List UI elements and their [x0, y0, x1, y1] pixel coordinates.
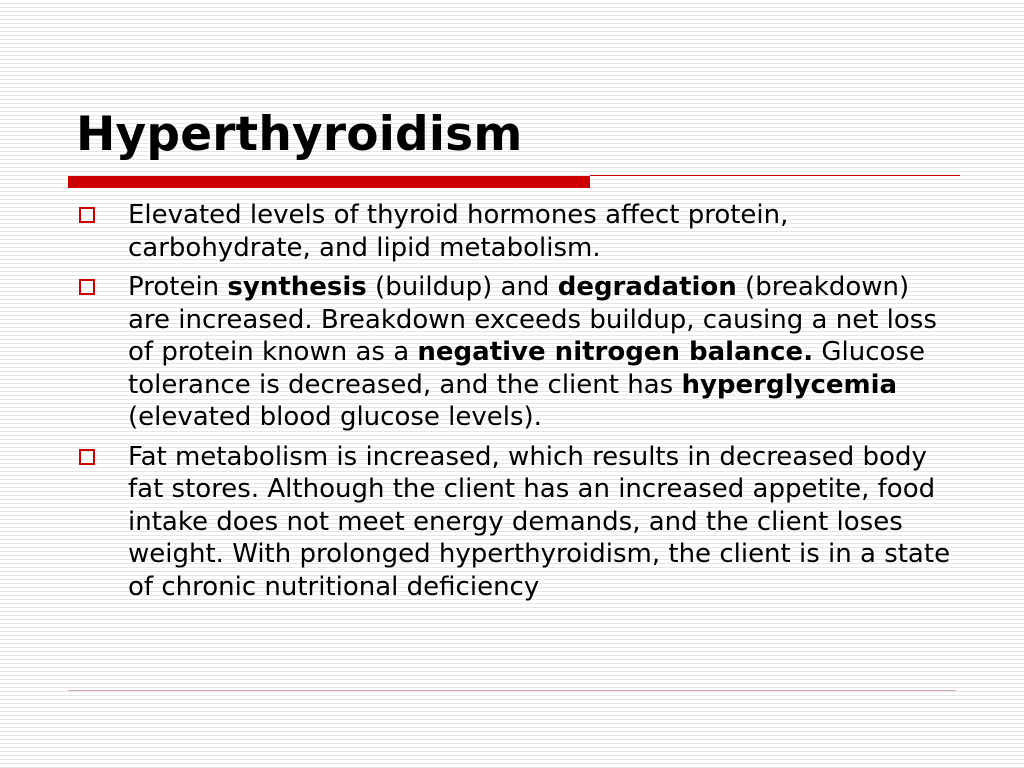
bullet-text-segment: (elevated blood glucose levels).: [128, 402, 542, 432]
bullet-text-segment: Fat metabolism is increased, which results in decreased body fat stores. Although the client has an increased appetite, food intake does not meet energy demands, and the client loses weight. With prolonged hyperthyroidism, the client is in a state of chronic nutritional deficiency: [128, 441, 951, 602]
slide-title: Hyperthyroidism: [76, 107, 523, 162]
bullet-text-segment: (breakdown) are increased. Breakdown exceeds buildup, causing a net loss of protein known as a: [128, 272, 937, 367]
bullet-text: [128, 272, 937, 432]
hollow-square-bullet-icon: [79, 279, 95, 295]
bullet-list: [76, 199, 956, 610]
bullet-text: [128, 442, 950, 602]
bullet-text-segment: Protein: [128, 272, 228, 302]
title-underline-bar: [68, 176, 590, 188]
bullet-item-protein: [76, 271, 956, 434]
bullet-text: [128, 200, 788, 263]
hollow-square-bullet-icon: [79, 449, 95, 465]
bullet-text-segment: Elevated levels of thyroid hormones affect protein, carbohydrate, and lipid metabolism.: [128, 200, 789, 263]
bullet-text-segment: Glucose tolerance is decreased, and the client has: [128, 337, 925, 400]
title-underline-line: [590, 175, 960, 176]
bold-term-synthesis: synthesis: [227, 272, 367, 302]
bold-term-hyperglycemia: hyperglycemia: [681, 369, 898, 400]
bullet-item-fat-metabolism: [76, 441, 956, 604]
bold-term-negative-nitrogen-balance: negative nitrogen balance.: [417, 337, 814, 367]
bullet-text-segment: (buildup) and: [366, 272, 558, 302]
bullet-item-metabolism: [76, 199, 956, 264]
footer-divider: [68, 690, 956, 691]
bold-term-degradation: degradation: [557, 272, 737, 302]
hollow-square-bullet-icon: [79, 207, 95, 223]
